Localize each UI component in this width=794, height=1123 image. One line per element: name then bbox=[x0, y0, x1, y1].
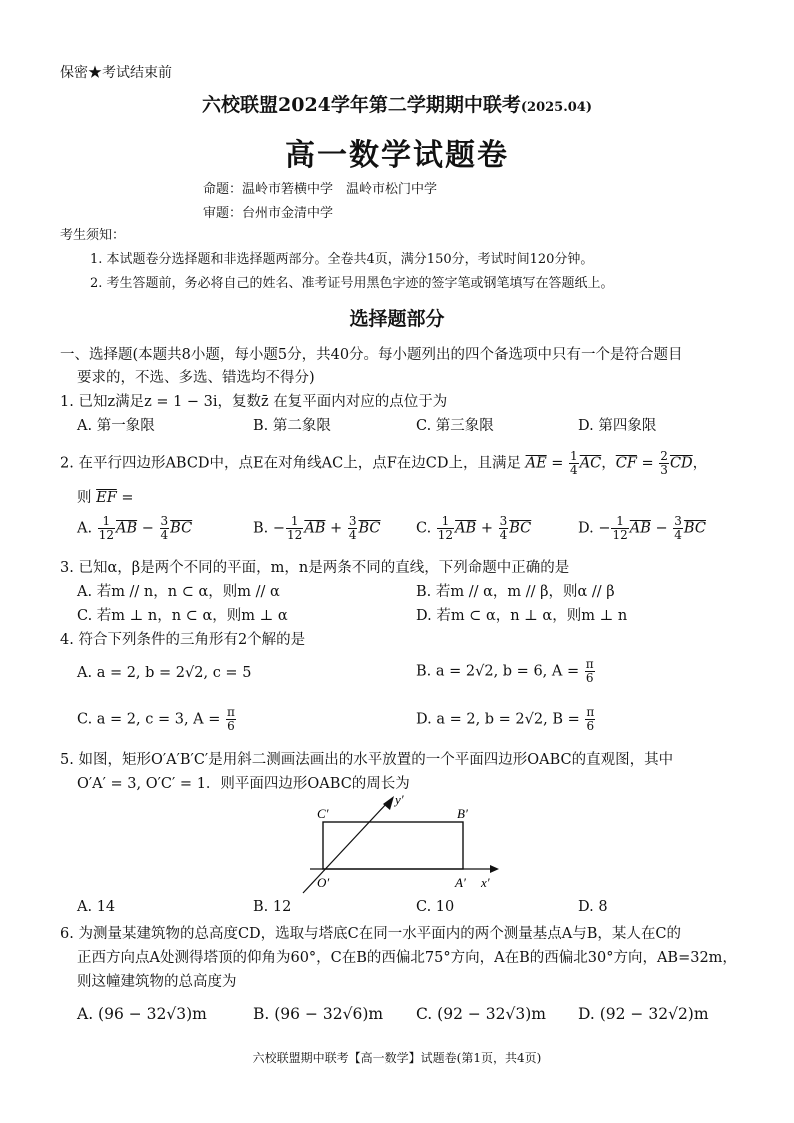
section-intro-cont: 要求的，不选、多选、错选均不得分) bbox=[77, 370, 315, 386]
exam-date: (2025.04) bbox=[520, 100, 592, 115]
q6-option-b: B. (96 − 32√6)m bbox=[253, 1005, 384, 1023]
q3-option-a: A. 若m // n，n ⊂ α，则m // α bbox=[77, 584, 280, 600]
label-o: O′ bbox=[317, 875, 330, 890]
label-y: y′ bbox=[395, 792, 404, 807]
q4-option-c: C. a = 2, c = 3, A = $\frac{\pi}{6}$ bbox=[77, 705, 235, 733]
q5-stem-cont: O′A′ = 3, O′C′ = 1．则平面四边形OABC的周长为 bbox=[77, 776, 410, 792]
q6-option-a: A. (96 − 32√3)m bbox=[77, 1005, 207, 1023]
q5-option-c: C. 10 bbox=[416, 899, 455, 915]
page-footer: 六校联盟期中联考【高一数学】试题卷(第1页，共4页) bbox=[252, 1051, 542, 1065]
q6-option-c: C. (92 − 32√3)m bbox=[416, 1005, 546, 1023]
q1-option-d: D. 第四象限 bbox=[578, 418, 657, 434]
q3-option-d: D. 若m ⊂ α，n ⊥ α，则m ⊥ n bbox=[416, 608, 628, 624]
q2-stem: 2. 在平行四边形ABCD中，点E在对角线AC上，点F在边CD上，且满足 $\overline{AE}$ = $\frac{1}{4}$ $\overline{AC}$，$\overline{CF}$ = $\frac{2}{3}$ $\overline{CD}$， bbox=[60, 449, 708, 477]
x-axis-arrow bbox=[490, 865, 499, 873]
notice-item: 1. 本试题卷分选择题和非选择题两部分。全卷共4页，满分150分，考试时间120分钟。 bbox=[90, 252, 594, 267]
section-intro: 一、选择题(本题共8小题，每小题5分，共40分。每小题列出的四个备选项中只有一个是符合题目 bbox=[60, 347, 683, 363]
q6-stem: 6. 为测量某建筑物的总高度CD，选取与塔底C在同一水平面内的两个测量基点A与B，某人在C的 bbox=[60, 926, 681, 942]
reviewer-line: 审题：台州市金清中学 bbox=[203, 206, 334, 221]
q6-option-d: D. (92 − 32√2)m bbox=[578, 1005, 709, 1023]
confidential-mark: 保密★考试结束前 bbox=[60, 65, 172, 81]
notice-heading: 考生须知： bbox=[60, 228, 126, 243]
q5-option-a: A. 14 bbox=[77, 899, 116, 915]
y-axis-arrow bbox=[383, 796, 394, 810]
paper-title: 高一数学试题卷 bbox=[285, 138, 509, 173]
q5-option-b: B. 12 bbox=[253, 899, 292, 915]
q4-option-b: B. a = 2√2, b = 6, A = $\frac{\pi}{6}$ bbox=[416, 657, 594, 685]
label-x: x′ bbox=[481, 875, 490, 890]
oblique-projection-figure bbox=[295, 788, 505, 896]
q3-option-c: C. 若m ⊥ n，n ⊂ α，则m ⊥ α bbox=[77, 608, 288, 624]
q2-option-b: B. − $\frac{1}{12}$ $\overline{AB}$ + $\frac{3}{4}$ $\overline{BC}$ bbox=[253, 514, 381, 542]
notice-item: 2. 考生答题前，务必将自己的姓名、准考证号用黑色字迹的签字笔或钢笔填写在答题纸上。 bbox=[90, 276, 614, 291]
section-title: 选择题部分 bbox=[349, 308, 445, 330]
q1-stem: 1. 已知z满足z = 1 − 3i，复数z̄ 在复平面内对应的点位于为 bbox=[60, 394, 448, 410]
q2-option-a: A. $\frac{1}{12}$ $\overline{AB}$ − $\frac{3}{4}$ $\overline{BC}$ bbox=[77, 514, 193, 542]
q4-option-d: D. a = 2, b = 2√2, B = $\frac{\pi}{6}$ bbox=[416, 705, 595, 733]
q4-stem: 4. 符合下列条件的三角形有2个解的是 bbox=[60, 632, 306, 648]
q2-option-c: C. $\frac{1}{12}$ $\overline{AB}$ + $\frac{3}{4}$ $\overline{BC}$ bbox=[416, 514, 532, 542]
q5-stem: 5. 如图，矩形O′A′B′C′是用斜二测画法画出的水平放置的一个平面四边形OABC的直观图，其中 bbox=[60, 752, 674, 768]
q4-option-a: A. a = 2, b = 2√2, c = 5 bbox=[77, 665, 252, 681]
label-a: A′ bbox=[455, 875, 466, 890]
q3-option-b: B. 若m // α，m // β，则α // β bbox=[416, 584, 615, 600]
q2-stem-cont: 则 $\overline{EF}$ = bbox=[77, 490, 134, 506]
q6-stem-cont: 则这幢建筑物的总高度为 bbox=[77, 974, 237, 990]
q3-stem: 3. 已知α，β是两个不同的平面，m，n是两条不同的直线，下列命题中正确的是 bbox=[60, 560, 570, 576]
q1-option-a: A. 第一象限 bbox=[77, 418, 155, 434]
q6-stem-cont: 正西方向点A处测得塔顶的仰角为60°，C在B的西偏北75°方向，A在B的西偏北30°方向，AB=32m， bbox=[77, 950, 737, 966]
label-c: C′ bbox=[317, 806, 329, 821]
exam-title: 六校联盟2024学年第二学期期中联考(2025.04) bbox=[202, 94, 592, 116]
authors-line: 命题：温岭市箬横中学 温岭市松门中学 bbox=[203, 182, 438, 197]
q2-option-d: D. − $\frac{1}{12}$ $\overline{AB}$ − $\frac{3}{4}$ $\overline{BC}$ bbox=[578, 514, 706, 542]
q5-option-d: D. 8 bbox=[578, 899, 608, 915]
label-b: B′ bbox=[457, 806, 468, 821]
y-axis bbox=[303, 802, 388, 893]
q1-option-b: B. 第二象限 bbox=[253, 418, 331, 434]
q1-option-c: C. 第三象限 bbox=[416, 418, 494, 434]
rectangle-oabc bbox=[323, 822, 463, 869]
